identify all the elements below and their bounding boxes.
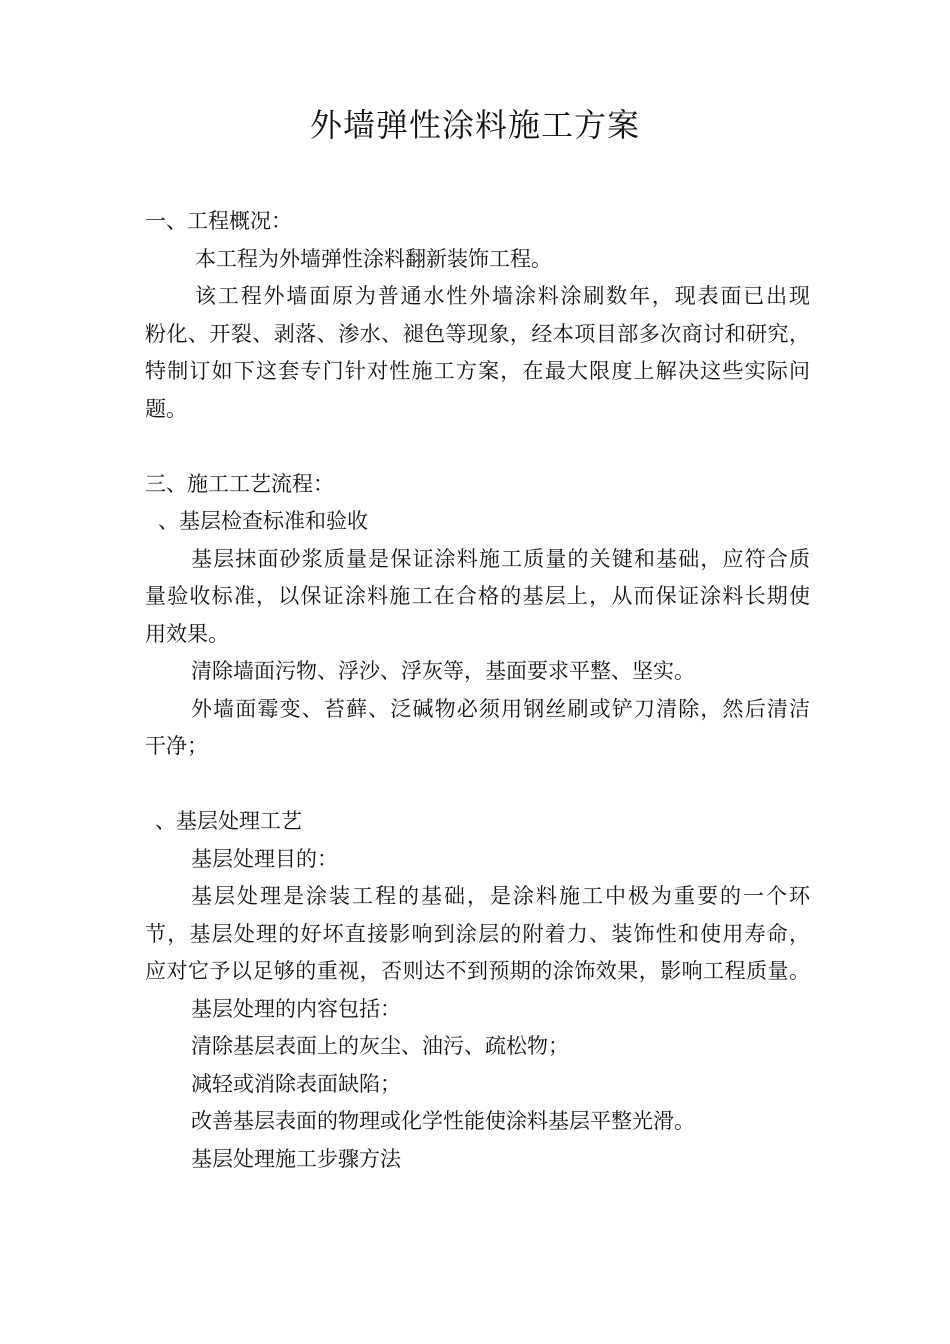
paragraph-line: 特制订如下这套专门针对性施工方案，在最大限度上解决这些实际问 <box>145 359 810 383</box>
paragraph-line: 改善基层表面的物理或化学性能使涂料基层平整光滑。 <box>191 1109 695 1133</box>
blank-line <box>145 766 810 804</box>
paragraph-line: 清除基层表面上的灰尘、油污、疏松物； <box>191 1034 569 1058</box>
paragraph-line: 用效果。 <box>145 621 229 646</box>
paragraph-line: 题。 <box>145 396 187 421</box>
paragraph-line: 基层处理目的： <box>191 846 338 871</box>
subsection-heading-inspection: 、基层检查标准和验收 <box>158 509 368 533</box>
paragraph-line: 清除墙面污物、浮沙、浮灰等，基面要求平整、坚实。 <box>191 659 695 683</box>
paragraph-line: 该工程外墙面原为普通水性外墙涂料涂刷数年，现表面已出现 <box>195 284 810 308</box>
paragraph-line: 基层处理是涂装工程的基础，是涂料施工中极为重要的一个环 <box>191 884 810 908</box>
paragraph-line: 基层处理施工步骤方法 <box>191 1146 401 1171</box>
section-heading-overview: 一、工程概况： <box>145 209 292 233</box>
blank-line <box>145 428 810 466</box>
document-title: 外墙弹性涂料施工方案 <box>309 106 640 144</box>
document-body <box>145 203 810 1178</box>
paragraph-line: 外墙面霉变、苔藓、泛碱物必须用钢丝刷或铲刀清除，然后清洁 <box>191 696 810 721</box>
section-heading-process: 三、施工工艺流程： <box>145 471 334 496</box>
paragraph-line: 节，基层处理的好坏直接影响到涂层的附着力、装饰性和使用寿命， <box>145 921 810 946</box>
paragraph-line: 基层抹面砂浆质量是保证涂料施工质量的关键和基础，应符合质 <box>191 546 810 571</box>
paragraph-line: 本工程为外墙弹性涂料翻新装饰工程。 <box>195 246 552 271</box>
paragraph-line: 粉化、开裂、剥落、渗水、褪色等现象，经本项目部多次商讨和研究， <box>145 321 810 346</box>
paragraph-line: 干净； <box>145 734 208 758</box>
paragraph-line: 量验收标准，以保证涂料施工在合格的基层上，从而保证涂料长期使 <box>145 584 810 608</box>
paragraph-line: 减轻或消除表面缺陷； <box>191 1071 401 1096</box>
paragraph-line: 应对它予以足够的重视，否则达不到预期的涂饰效果，影响工程质量。 <box>145 959 810 983</box>
paragraph-line: 基层处理的内容包括： <box>191 996 401 1021</box>
subsection-heading-treatment: 、基层处理工艺 <box>155 809 302 833</box>
